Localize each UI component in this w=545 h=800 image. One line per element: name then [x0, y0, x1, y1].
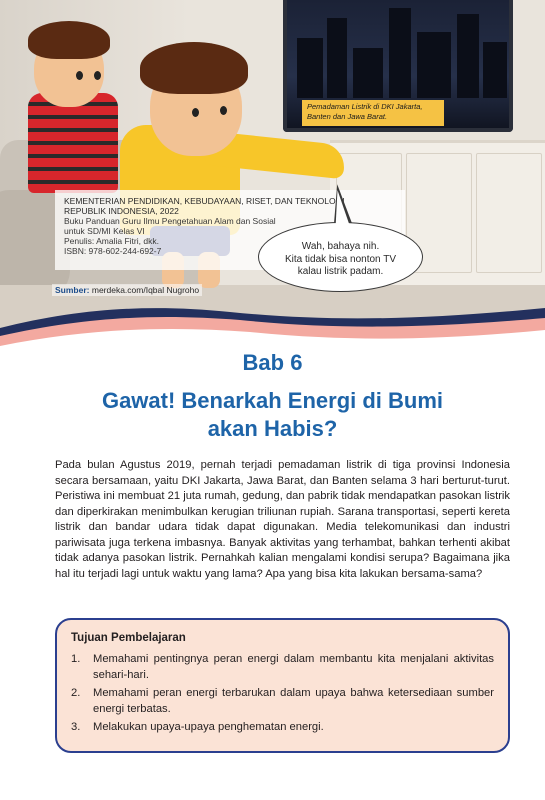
building [483, 42, 507, 98]
speech-line: Wah, bahaya nih. [301, 241, 380, 252]
tv-news-caption: Pemadaman Listrik di DKI Jakarta, Banten dan Jawa Barat. [302, 100, 444, 126]
chapter-title: Gawat! Benarkah Energi di Bumi akan Habis? [101, 388, 444, 441]
learning-goal-item [71, 652, 494, 683]
chapter-number: Bab 6 [242, 350, 303, 375]
boy-eye [220, 106, 227, 115]
boy-eye [94, 71, 101, 80]
credit-line: ISBN: 978-602-244-692-7 [64, 246, 162, 256]
boy-hair [140, 42, 248, 94]
goal-number: 1. [71, 653, 81, 665]
cabinet-door [476, 153, 542, 273]
credit-line: Penulis: Amalia Fitri, dkk. [64, 236, 159, 246]
boy-eye [192, 108, 199, 117]
learning-goal-item [71, 686, 494, 717]
learning-goal-item [71, 720, 494, 736]
speech-bubble [258, 222, 423, 292]
source-label: Sumber: [55, 285, 90, 295]
intro-paragraph: Pada bulan Agustus 2019, pernah terjadi pemadaman listrik di tiga provinsi Indonesia secara bersamaan, yaitu DKI Jakarta, Jawa Barat, dan Banten selama 3 hari berturut-turut. Peristiwa ini membuat 21 juta rumah, gedung, dan pabrik tidak mendapatkan pasokan listrik dan diperkirakan menimbulkan kerugian triliunan rupiah. Sarana transportasi, seperti kereta listrik dan bandar udara tidak dapat digunakan. Media telekomunikasi dan industri pariwisata juga terkena imbasnya. Banyak aktivitas yang terhambat, bahkan terhenti akibat tidak adanya pasokan listrik. Pernahkah kalian mengalami kondisi serupa? Bagaimana jika hal itu terjadi lagi untuk waktu yang lama? Apa yang bisa kita lakukan bersama-sama? [55, 459, 510, 580]
credit-line: untuk SD/MI Kelas VI [64, 226, 145, 236]
learning-goals-list [71, 652, 494, 736]
learning-goals-box [55, 618, 510, 753]
boy-eye [76, 71, 83, 80]
building [353, 48, 383, 98]
goal-number: 2. [71, 687, 81, 699]
building [457, 14, 479, 98]
credit-line: REPUBLIK INDONESIA, 2022 [64, 206, 179, 216]
goal-number: 3. [71, 721, 81, 733]
building [389, 8, 411, 98]
boy-hair [28, 21, 110, 59]
goal-text: Memahami pentingnya peran energi dalam membantu kita menjalani aktivitas sehari-hari. [93, 653, 494, 681]
source-value: merdeka.com/Iqbal Nugroho [91, 285, 200, 295]
goal-text: Melakukan upaya-upaya penghematan energi. [93, 721, 324, 733]
speech-line: kalau listrik padam. [297, 266, 384, 277]
goal-text: Memahami peran energi terbarukan dalam upaya bahwa ketersediaan sumber energi terbatas. [93, 687, 494, 715]
speech-line: Kita tidak bisa nonton TV [285, 253, 396, 265]
striped-shirt [28, 93, 118, 193]
learning-goals-title: Tujuan Pembelajaran [71, 632, 186, 644]
credit-line: Buku Panduan Guru Ilmu Pengetahuan Alam dan Sosial [64, 216, 276, 226]
credit-line: KEMENTERIAN PENDIDIKAN, KEBUDAYAAN, RISET, DAN TEKNOLOGI [64, 196, 345, 206]
building [417, 32, 451, 98]
